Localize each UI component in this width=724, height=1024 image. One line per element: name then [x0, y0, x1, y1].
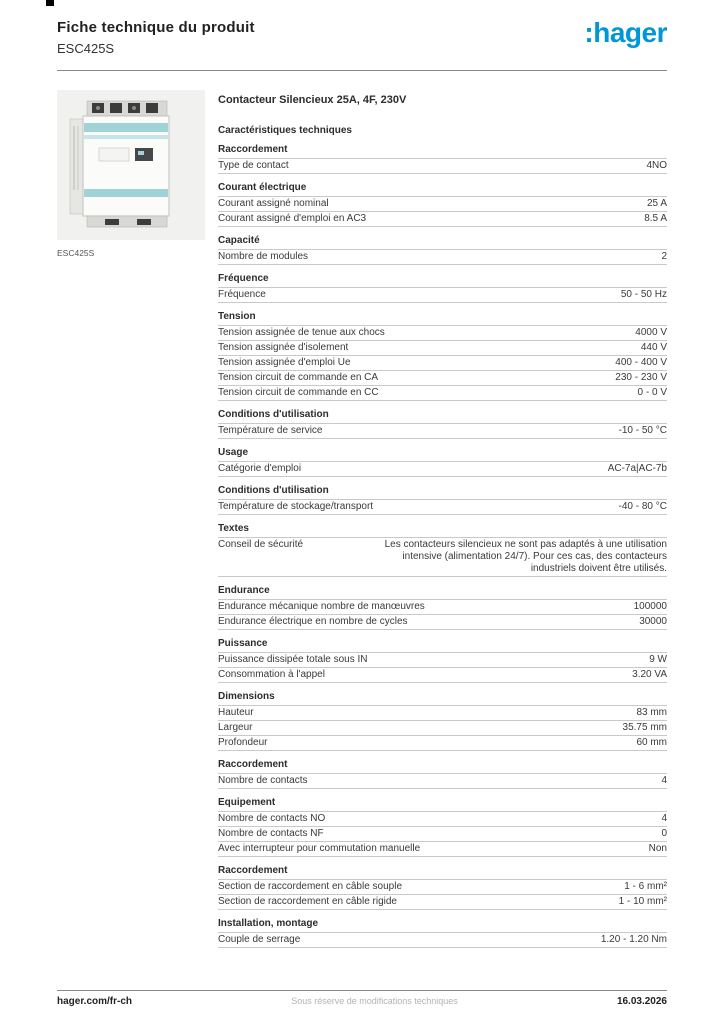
spec-section	[218, 446, 667, 477]
spec-row	[218, 774, 667, 789]
spec-row	[218, 288, 667, 303]
spec-row	[218, 341, 667, 356]
section-title: Equipement	[218, 796, 667, 812]
page-header	[57, 19, 667, 56]
spec-value: 4NO	[646, 160, 667, 171]
spec-row	[218, 159, 667, 174]
spec-row	[218, 736, 667, 751]
spec-value: 230 - 230 V	[615, 372, 667, 383]
spec-section	[218, 522, 667, 577]
section-title: Tension	[218, 310, 667, 326]
spec-label: Courant assigné d'emploi en AC3	[218, 213, 367, 224]
spec-section	[218, 796, 667, 857]
spec-label: Fréquence	[218, 289, 266, 300]
spec-section	[218, 484, 667, 515]
crop-mark	[46, 0, 54, 6]
spec-value: 25 A	[646, 198, 667, 209]
spec-value: 8.5 A	[644, 213, 667, 224]
spec-section	[218, 272, 667, 303]
spec-row	[218, 326, 667, 341]
spec-value: 4000 V	[635, 327, 667, 338]
section-title: Puissance	[218, 637, 667, 653]
spec-value: Non	[648, 843, 667, 854]
header-titles	[57, 19, 255, 56]
spec-label: Hauteur	[218, 707, 254, 718]
section-title: Conditions d'utilisation	[218, 408, 667, 424]
footer-disclaimer: Sous réserve de modifications techniques	[291, 996, 458, 1006]
spec-value: 400 - 400 V	[615, 357, 667, 368]
spec-label: Tension circuit de commande en CA	[218, 372, 379, 383]
spec-label: Largeur	[218, 722, 253, 733]
spec-row	[218, 371, 667, 386]
footer-date: 16.03.2026	[616, 996, 667, 1007]
header-divider	[57, 70, 667, 71]
spec-label: Température de service	[218, 425, 323, 436]
spec-label: Endurance électrique en nombre de cycles	[218, 616, 408, 627]
spec-value: 1.20 - 1.20 Nm	[600, 934, 667, 945]
product-image-caption: ESC425S	[57, 248, 95, 258]
spec-value: Les contacteurs silencieux ne sont pas adaptés à une utilisation intensive (alimentation 24/7). Pour ces cas, des contacteurs industriels doivent être utilisés.	[384, 539, 667, 574]
spec-value: 83 mm	[636, 707, 667, 718]
spec-section	[218, 917, 667, 948]
spec-label: Avec interrupteur pour commutation manuelle	[218, 843, 421, 854]
spec-value: 1 - 6 mm²	[624, 881, 667, 892]
spec-column	[218, 90, 667, 948]
spec-label: Consommation à l'appel	[218, 669, 325, 680]
spec-section	[218, 181, 667, 227]
spec-row	[218, 827, 667, 842]
spec-row	[218, 212, 667, 227]
spec-value: 2	[661, 251, 667, 262]
section-title: Dimensions	[218, 690, 667, 706]
spec-row	[218, 500, 667, 515]
section-title: Raccordement	[218, 864, 667, 880]
spec-row	[218, 842, 667, 857]
spec-row	[218, 706, 667, 721]
spec-label: Nombre de contacts NF	[218, 828, 324, 839]
spec-row	[218, 895, 667, 910]
product-image	[57, 90, 205, 240]
spec-value: 3.20 VA	[632, 669, 667, 680]
spec-section	[218, 864, 667, 910]
spec-row	[218, 386, 667, 401]
spec-label: Tension assignée d'isolement	[218, 342, 349, 353]
spec-value: -40 - 80 °C	[618, 501, 667, 512]
spec-label: Catégorie d'emploi	[218, 463, 302, 474]
section-title: Capacité	[218, 234, 667, 250]
spec-row	[218, 538, 667, 577]
spec-label: Puissance dissipée totale sous IN	[218, 654, 368, 665]
page-title: Fiche technique du produit	[57, 19, 255, 36]
spec-label: Type de contact	[218, 160, 289, 171]
content-area	[57, 90, 667, 948]
spec-value: 4	[661, 775, 667, 786]
section-title: Endurance	[218, 584, 667, 600]
spec-value: 0 - 0 V	[637, 387, 667, 398]
spec-row	[218, 615, 667, 630]
spec-value: 30000	[639, 616, 667, 627]
spec-label: Tension assignée d'emploi Ue	[218, 357, 351, 368]
spec-label: Profondeur	[218, 737, 268, 748]
spec-label: Section de raccordement en câble souple	[218, 881, 403, 892]
spec-value: 440 V	[640, 342, 667, 353]
spec-section	[218, 143, 667, 174]
spec-section	[218, 758, 667, 789]
page-footer	[57, 996, 667, 1007]
spec-value: 100000	[633, 601, 667, 612]
spec-section	[218, 584, 667, 630]
section-title: Raccordement	[218, 758, 667, 774]
spec-label: Couple de serrage	[218, 934, 301, 945]
spec-value: 0	[661, 828, 667, 839]
spec-label: Courant assigné nominal	[218, 198, 329, 209]
spec-section	[218, 310, 667, 401]
spec-label: Tension assignée de tenue aux chocs	[218, 327, 385, 338]
footer-divider	[57, 990, 667, 991]
spec-row	[218, 197, 667, 212]
spec-row	[218, 933, 667, 948]
section-title: Raccordement	[218, 143, 667, 159]
spec-row	[218, 462, 667, 477]
spec-value: AC-7a|AC-7b	[607, 463, 667, 474]
spec-row	[218, 600, 667, 615]
spec-row	[218, 653, 667, 668]
spec-row	[218, 356, 667, 371]
spec-label: Tension circuit de commande en CC	[218, 387, 379, 398]
spec-row	[218, 721, 667, 736]
spec-section	[218, 637, 667, 683]
spec-label: Température de stockage/transport	[218, 501, 374, 512]
product-image-column	[57, 90, 205, 258]
spec-label: Nombre de contacts NO	[218, 813, 326, 824]
spec-section	[218, 408, 667, 439]
product-reference: ESC425S	[57, 41, 115, 56]
footer-website-link[interactable]: hager.com/fr-ch	[57, 996, 133, 1007]
spec-label: Nombre de contacts	[218, 775, 308, 786]
section-title: Installation, montage	[218, 917, 667, 933]
spec-value: 50 - 50 Hz	[620, 289, 667, 300]
spec-label: Conseil de sécurité	[218, 539, 304, 550]
spec-heading: Caractéristiques techniques	[218, 125, 352, 136]
spec-label: Nombre de modules	[218, 251, 309, 262]
spec-row	[218, 812, 667, 827]
spec-value: 9 W	[649, 654, 667, 665]
section-title: Courant électrique	[218, 181, 667, 197]
spec-section	[218, 690, 667, 751]
spec-value: 60 mm	[636, 737, 667, 748]
spec-row	[218, 668, 667, 683]
section-title: Fréquence	[218, 272, 667, 288]
spec-row	[218, 250, 667, 265]
spec-section	[218, 234, 667, 265]
spec-value: 35.75 mm	[622, 722, 667, 733]
spec-row	[218, 424, 667, 439]
spec-value: 1 - 10 mm²	[618, 896, 667, 907]
spec-label: Endurance mécanique nombre de manœuvres	[218, 601, 425, 612]
section-title: Usage	[218, 446, 667, 462]
hager-logo: :hager	[584, 17, 667, 48]
spec-value: -10 - 50 °C	[618, 425, 667, 436]
spec-value: 4	[661, 813, 667, 824]
spec-sections	[218, 143, 667, 948]
spec-row	[218, 880, 667, 895]
section-title: Textes	[218, 522, 667, 538]
product-title: Contacteur Silencieux 25A, 4F, 230V	[218, 94, 407, 106]
section-title: Conditions d'utilisation	[218, 484, 667, 500]
spec-label: Section de raccordement en câble rigide	[218, 896, 397, 907]
contactor-illustration	[57, 90, 205, 240]
